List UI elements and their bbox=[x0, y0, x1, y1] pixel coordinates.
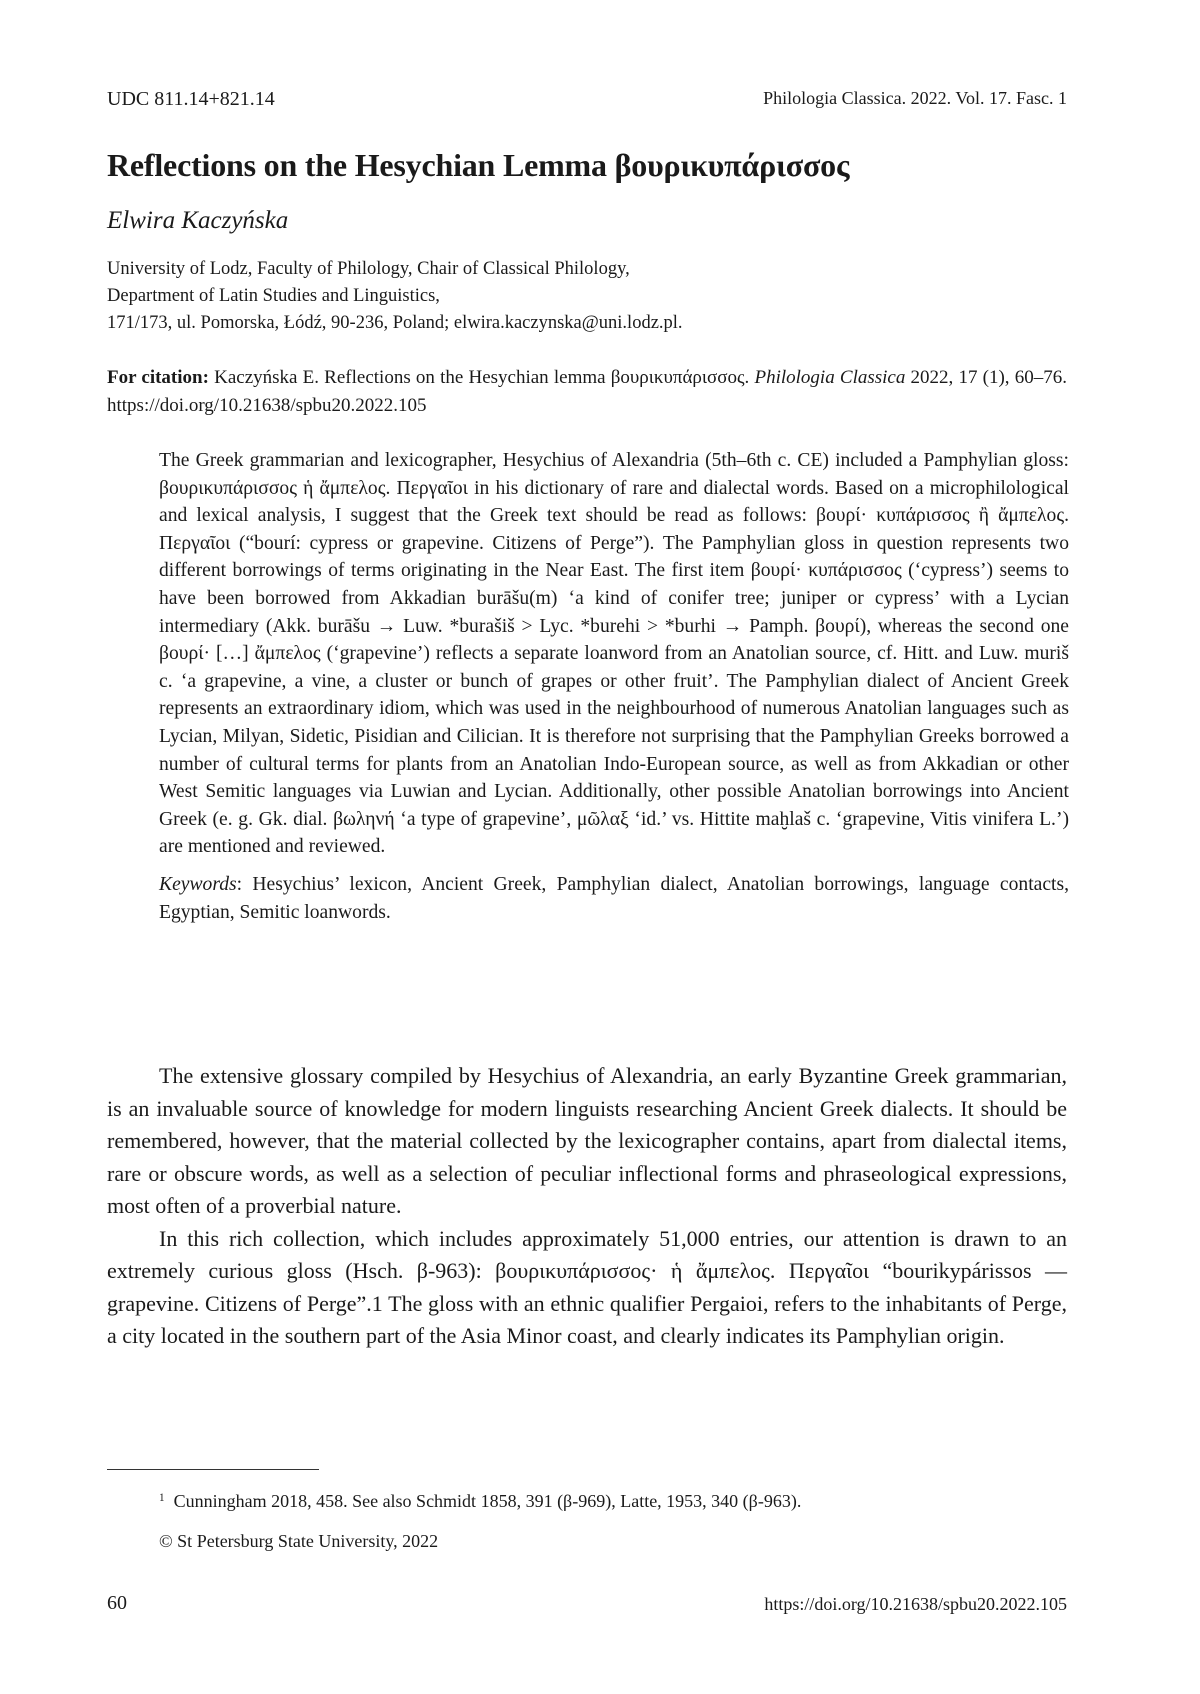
page-footer bbox=[107, 1592, 1067, 1620]
keywords bbox=[159, 871, 1069, 926]
udc-code: UDC 811.14+821.14 bbox=[107, 88, 275, 110]
author-name: Elwira Kaczyńska bbox=[107, 207, 289, 234]
citation-block bbox=[107, 364, 1067, 420]
citation-label: For citation: bbox=[107, 367, 209, 388]
footnote-number: 1 bbox=[159, 1491, 165, 1504]
journal-info: Philologia Classica. 2022. Vol. 17. Fasc. 1 bbox=[763, 88, 1067, 108]
body-paragraph: The extensive glossary compiled by Hesychius of Alexandria, an early Byzantine Greek grammarian, is an invaluable source of knowledge for modern linguists researching Ancient Greek dialects. It should be remembered, however, that the material collected by the lexicographer contains, apart from dialectal items, rare or obscure words, as well as a selection of peculiar inflectional forms and phraseological expressions, most often of a proverbial nature. bbox=[107, 1063, 1067, 1218]
body-text bbox=[107, 1060, 1067, 1353]
affiliation bbox=[107, 256, 1067, 337]
keywords-label: Keywords bbox=[159, 873, 237, 895]
abstract bbox=[159, 447, 1069, 926]
footnote bbox=[159, 1488, 1059, 1514]
affiliation-line: Department of Latin Studies and Linguistics, bbox=[107, 286, 440, 306]
running-header bbox=[107, 88, 1067, 118]
page-number: 60 bbox=[107, 1592, 127, 1614]
article-title: Reflections on the Hesychian Lemma βουρικυπάρισσος bbox=[107, 147, 850, 183]
doi-link[interactable]: https://doi.org/10.21638/spbu20.2022.105 bbox=[764, 1594, 1067, 1614]
citation-text: Kaczyńska E. Reflections on the Hesychian lemma βουρικυπάρισσος. bbox=[208, 367, 755, 388]
affiliation-line: 171/173, ul. Pomorska, Łódź, 90-236, Poland; elwira.kaczynska@uni.lodz.pl. bbox=[107, 313, 683, 333]
footnote-separator bbox=[107, 1469, 319, 1470]
body-paragraph: In this rich collection, which includes approximately 51,000 entries, our attention is drawn to an extremely curious gloss (Hsch. β-963): βουρικυπάρισσος· ἡ ἄμπελος. Περγαῖοι “bourikypárissos — grapevine. Citizens of Perge”.1 The gloss with an ethnic qualifier Pergaioi, refers to the inhabitants of Perge, a city located in the southern part of the Asia Minor coast, and clearly indicates its Pamphylian origin. bbox=[107, 1225, 1067, 1348]
footnote-text: Cunningham 2018, 458. See also Schmidt 1858, 391 (β-969), Latte, 1953, 340 (β-963). bbox=[173, 1491, 802, 1511]
copyright-notice: © St Petersburg State University, 2022 bbox=[159, 1531, 439, 1551]
keywords-list: : Hesychius’ lexicon, Ancient Greek, Pamphylian dialect, Anatolian borrowings, language contacts, Egyptian, Semitic loanwords. bbox=[159, 873, 1069, 923]
abstract-text: The Greek grammarian and lexicographer, Hesychius of Alexandria (5th–6th c. CE) included a Pamphylian gloss: βουρικυπάρισσος ἡ ἄμπελος. Περγαῖοι in his dictionary of rare and dialectal words. Based on a microphilological and lexical analysis, I suggest that the Greek text should be read as follows: βουρί· κυπάρισσος ἢ ἄμπελος. Περγαῖοι (“bourí: cypress or grapevine. Citizens of Perge”). The Pamphylian gloss in question represents two different borrowings of terms originating in the Near East. The first item βουρί· κυπάρισσος (‘cypress’) seems to have been borrowed from Akkadian burāšu(m) ‘a kind of conifer tree; juniper or cypress’ with a Lycian intermediary (Akk. burāšu → Luw. *burašiš > Lyc. *burehi > *burhi → Pamph. βουρί), whereas the second one βουρί· […] ἄμπελος (‘grapevine’) reflects a separate loanword from an Anatolian source, cf. Hitt. and Luw. muriš c. ‘a grapevine, a vine, a cluster or bunch of grapes or other fruit’. The Pamphylian dialect of Ancient Greek represents an extraordinary idiom, which was used in the neighbourhood of numerous Anatolian languages such as Lycian, Milyan, Sidetic, Pisidian and Cilician. It is therefore not surprising that the Pamphylian Greeks borrowed a number of cultural terms for plants from an Anatolian Indo-European source, as well as from Akkadian or other West Semitic languages via Luwian and Lycian. Additionally, other possible Anatolian borrowings into Ancient Greek (e. g. Gk. dial. βωληνή ‘a type of grapevine’, μῶλαξ ‘id.’ vs. Hittite maḫlaš c. ‘grapevine, Vitis vinifera L.’) are mentioned and reviewed. bbox=[159, 450, 1069, 858]
citation-journal: Philologia Classica bbox=[754, 367, 906, 388]
citation-details: 2022, 17 (1), 60–76. https://doi.org/10.21638/spbu20.2022.105 bbox=[107, 367, 1067, 416]
affiliation-line: University of Lodz, Faculty of Philology, Chair of Classical Philology, bbox=[107, 259, 630, 279]
